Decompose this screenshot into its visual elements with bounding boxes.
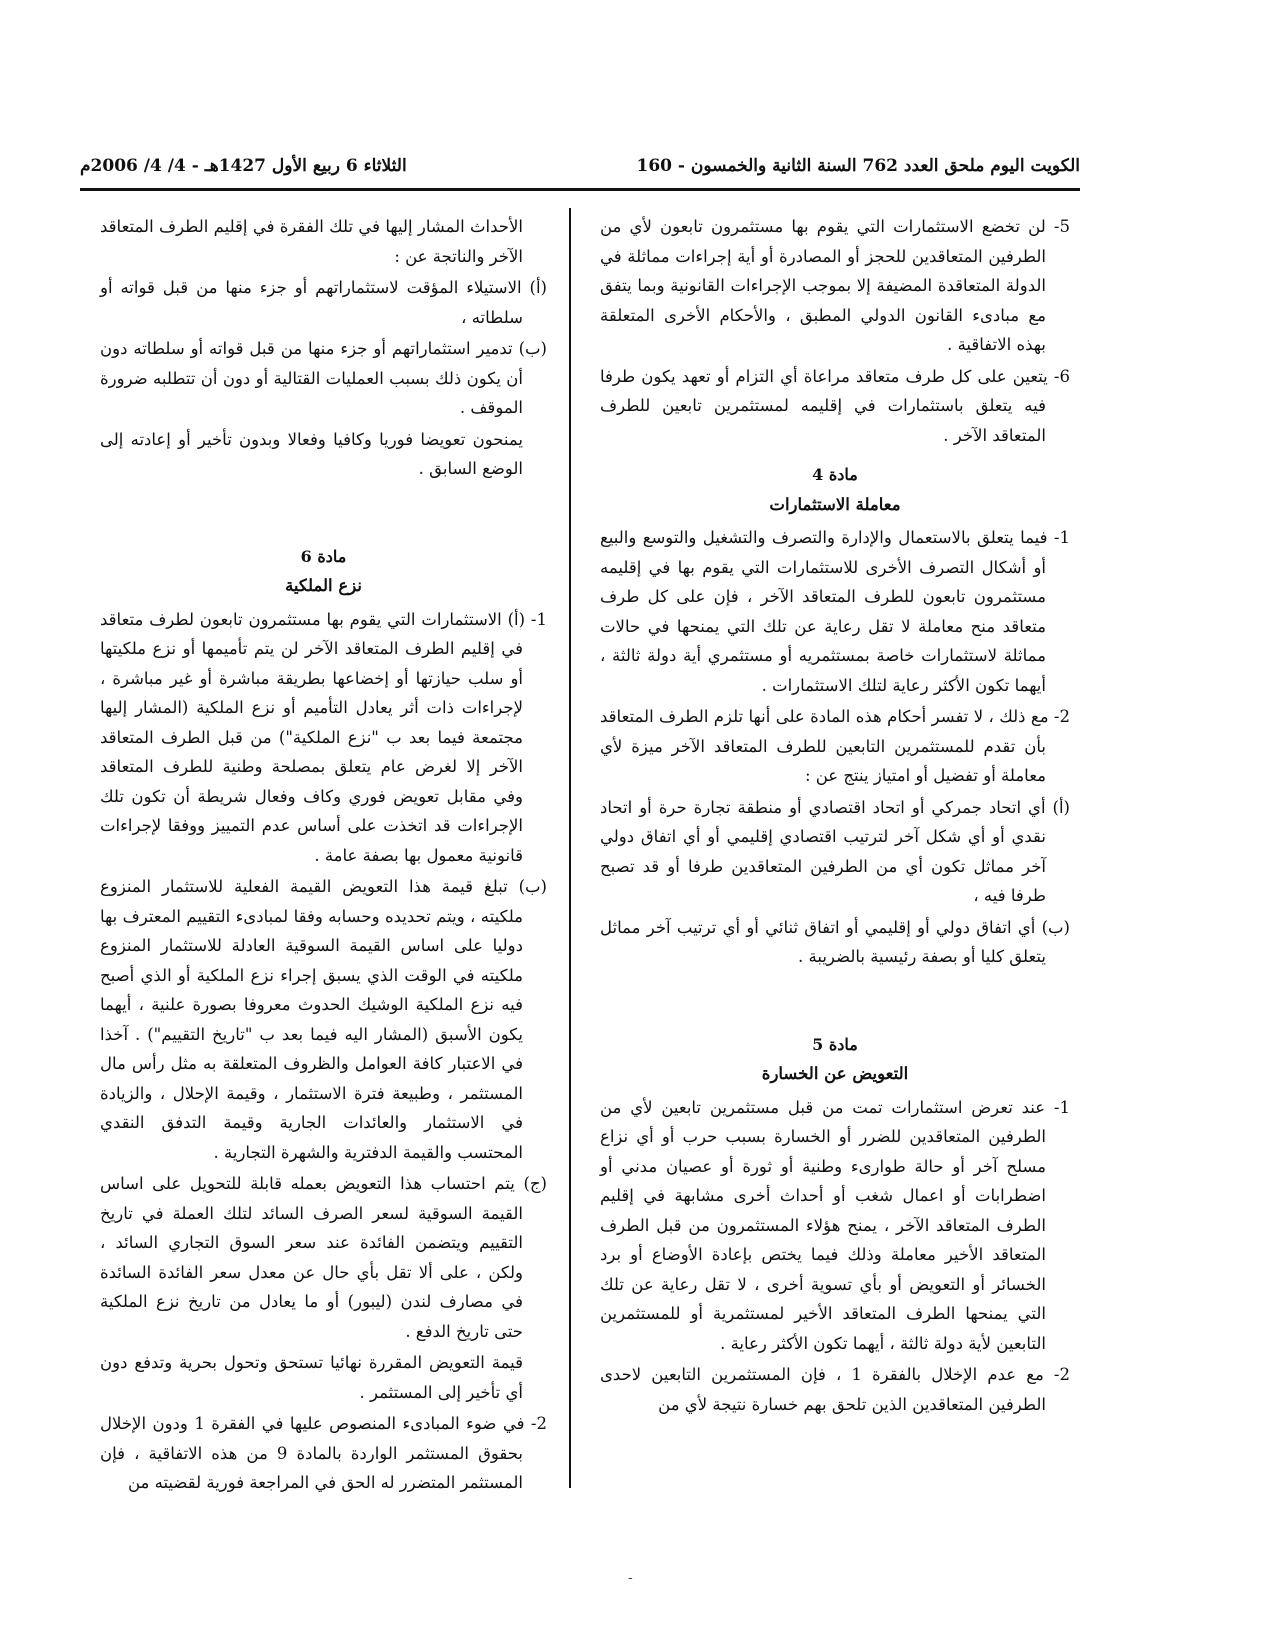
article-6-subtitle: نزع الملكية [285,576,362,595]
article-6-paragraph-1d: قيمة التعويض المقررة نهائيا تستحق وتحول بحرية وتدفع دون أي تأخير إلى المستثمر . [100,1353,523,1402]
header-date: الثلاثاء 6 ربيع الأول 1427هـ - 4/ 4/ 2006م [80,156,407,176]
article-6-paragraph-1b: (ب) تبلغ قيمة هذا التعويض القيمة الفعلية للاستثمار المنزوع ملكيته ، ويتم تحديده وحسابه وفقا لمبادىء التقييم المعترف بها دوليا على اساس القيمة السوقية العادلة للاستثمار المنزوع ملكيته في الوقت الذي يسبق إجراء نزع الملكية أو الذي أصبح فيه نزع الملكية الوشيك الحدوث معروفا بصورة علنية ، أيهما يكون الأسبق (المشار اليه فيما بعد ب "تاريخ التقييم") . آخذا في الاعتبار كافة العوامل والظروف المتعلقة به مثل رأس مال المستثمر ، وطبيعة فترة الاستثمار ، وقيمة الإحلال ، والزيادة في الاستثمار والعائدات الجارية وقيمة التدفق النقدي المحتسب والقيمة الدفترية والشهرة التجارية . [100,877,547,1162]
paragraph-6: 6- يتعين على كل طرف متعاقد مراعاة أي التزام أو تعهد يكون طرفا فيه يتعلق باستثمارات في إقليمه لمستثمرين تابعين للطرف المتعاقد الآخر . [600,366,1070,445]
article-6-paragraph-2: 2- في ضوء المبادىء المنصوص عليها في الفقرة 1 ودون الإخلال بحقوق المستثمر الواردة بالمادة 9 من هذه الاتفاقية ، فإن المستثمر المتضرر له الحق في المراجعة فورية لقضيته من [100,1414,548,1492]
continuation-closing: يمنحون تعويضا فوريا وكافيا وفعالا وبدون تأخير أو إعادته إلى الوضع السابق . [100,429,523,478]
article-4-item-a: (أ) أي اتحاد جمركي أو اتحاد اقتصادي أو منطقة تجارة حرة أو اتحاد نقدي أو أي شكل آخر لترتيب اقتصادي إقليمي أو أي اتفاق دولي آخر مماثل تكون أي من الطرفين المتعاقدين طرفا أو قد تصبح طرفا فيه ، [600,797,1070,905]
left-column [100,212,547,1500]
paragraph-5: 5- لن تخضع الاستثمارات التي يقوم بها مستثمرون تابعون لأي من الطرفين المتعاقدين للحجز أو المصادرة أو أية إجراءات مماثلة في الدولة المتعاقدة المضيفة إلا بموجب الإجراءات القانونية وبما يتفق مع مبادىء القانون الدولي المطبق ، والأحكام الأخرى المتعلقة بهذه الاتفاقية . [600,217,1070,354]
article-5-subtitle: التعويض عن الخسارة [761,1064,909,1083]
footer-mark: - [628,1570,633,1586]
column-divider [569,208,571,1488]
article-4-subtitle: معاملة الاستثمارات [769,494,901,514]
article-4-paragraph-2: 2- مع ذلك ، لا تفسر أحكام هذه المادة على أنها تلزم الطرف المتعاقد بأن تقدم للمستثمرين التابعين للطرف المتعاقد الآخر ميزة لأي معاملة أو تفضيل أو امتياز ينتج عن : [600,707,1070,785]
article-6-paragraph-1a: 1- (أ) الاستثمارات التي يقوم بها مستثمرون تابعون لطرف متعاقد في إقليم الطرف المتعاقد الآخر لن يتم تأميمها أو نزع ملكيتها أو سلب حيازتها أو إخضاعها بطريقة مباشرة أو غير مباشرة ، لإجراءات ذات أثر يعادل التأميم أو نزع الملكية (المشار إليها مجتمعة فيما بعد ب "نزع الملكية") من قبل الطرف المتعاقد الآخر إلا لغرض عام يتعلق بمصلحة وطنية للطرف المتعاقد وفي مقابل تعويض فوري وكاف وفعال شريطة أن تكون تلك الإجراءات قد اتخذت على أساس عدم التمييز ووفقا لإجراءات قانونية معمول بها بصفة عامة . [100,609,547,865]
continuation-text: الأحداث المشار إليها في تلك الفقرة في إقليم الطرف المتعاقد الآخر والناتجة عن : [100,217,523,266]
article-4-item-b: (ب) أي اتفاق دولي أو إقليمي أو اتفاق ثنائي أو أي ترتيب آخر مماثل يتعلق كليا أو بصفة رئيسية بالضريبة . [600,917,1070,966]
article-6-paragraph-1c: (ج) يتم احتساب هذا التعويض بعمله قابلة للتحويل على اساس القيمة السوقية لسعر الصرف السائد لتلك العملة في تاريخ التقييم ويتضمن الفائدة عند سعر السوق التجاري السائد ، ولكن ، على ألا تقل بأي حال عن معدل سعر الفائدة السائدة في مصارف لندن (ليبور) أو ما يعادل من تاريخ نزع الملكية حتى تاريخ الدفع . [100,1174,547,1341]
article-5-paragraph-2: 2- مع عدم الإخلال بالفقرة 1 ، فإن المستثمرين التابعين لاحدى الطرفين المتعاقدين الذين تلحق بهم خسارة نتيجة لأي من [600,1365,1070,1414]
article-4-paragraph-1: 1- فيما يتعلق بالاستعمال والإدارة والتصرف والتشغيل والتوسع والبيع أو أشكال التصرف الأخرى للاستثمارات التي يقوم بها في إقليمه مستثمرون تابعون للطرف المتعاقد الآخر ، فإن على كل طرف متعاقد منح معاملة لا تقل رعاية عن تلك التي يمنحها في حالات مماثلة لاستثمارات خاصة بمستثمريه أو مستثمري أية دولة ثالثة ، أيهما تكون الأكثر رعاية لتلك الاستثمارات . [600,528,1070,695]
continuation-item-a: (أ) الاستيلاء المؤقت لاستثماراتهم أو جزء منها من قبل قواته أو سلطاته ، [100,278,547,327]
article-6-title: مادة 6 [300,546,347,566]
header-issue-info: الكويت اليوم ملحق العدد 762 السنة الثانية والخمسون - 160 [636,156,1080,176]
right-column [600,212,1070,1421]
article-5-title: مادة 5 [812,1034,858,1054]
article-5-paragraph-1: 1- عند تعرض استثمارات تمت من قبل مستثمرين تابعين لأي من الطرفين المتعاقدين للضرر أو الخسارة بسبب حرب أو أي نزاع مسلح آخر أو حالة طوارىء وطنية أو ثورة أو عصيان مدني أو اضطرابات أو اعمال شغب أو أحداث أخرى مشابهة في إقليم الطرف المتعاقد الآخر ، يمنح هؤلاء المستثمرون من قبل الطرف المتعاقد الأخير معاملة وذلك فيما يختص بإعادة الأوضاع أو برد الخسائر أو التعويض أو بأي تسوية أخرى ، لا تقل رعاية عن تلك التي يمنحها الطرف المتعاقد الأخير لمستثمرية أو للمستثمرين التابعين لأية دولة ثالثة ، أيهما تكون الأكثر رعاية . [600,1097,1070,1353]
continuation-item-b: (ب) تدمير استثماراتهم أو جزء منها من قبل قواته أو سلطاته دون أن يكون ذلك بسبب العمليات القتالية أو دون أن تتطلبه ضرورة الموقف . [100,339,547,417]
page-header [80,150,1080,191]
article-4-title: مادة 4 [812,465,858,484]
